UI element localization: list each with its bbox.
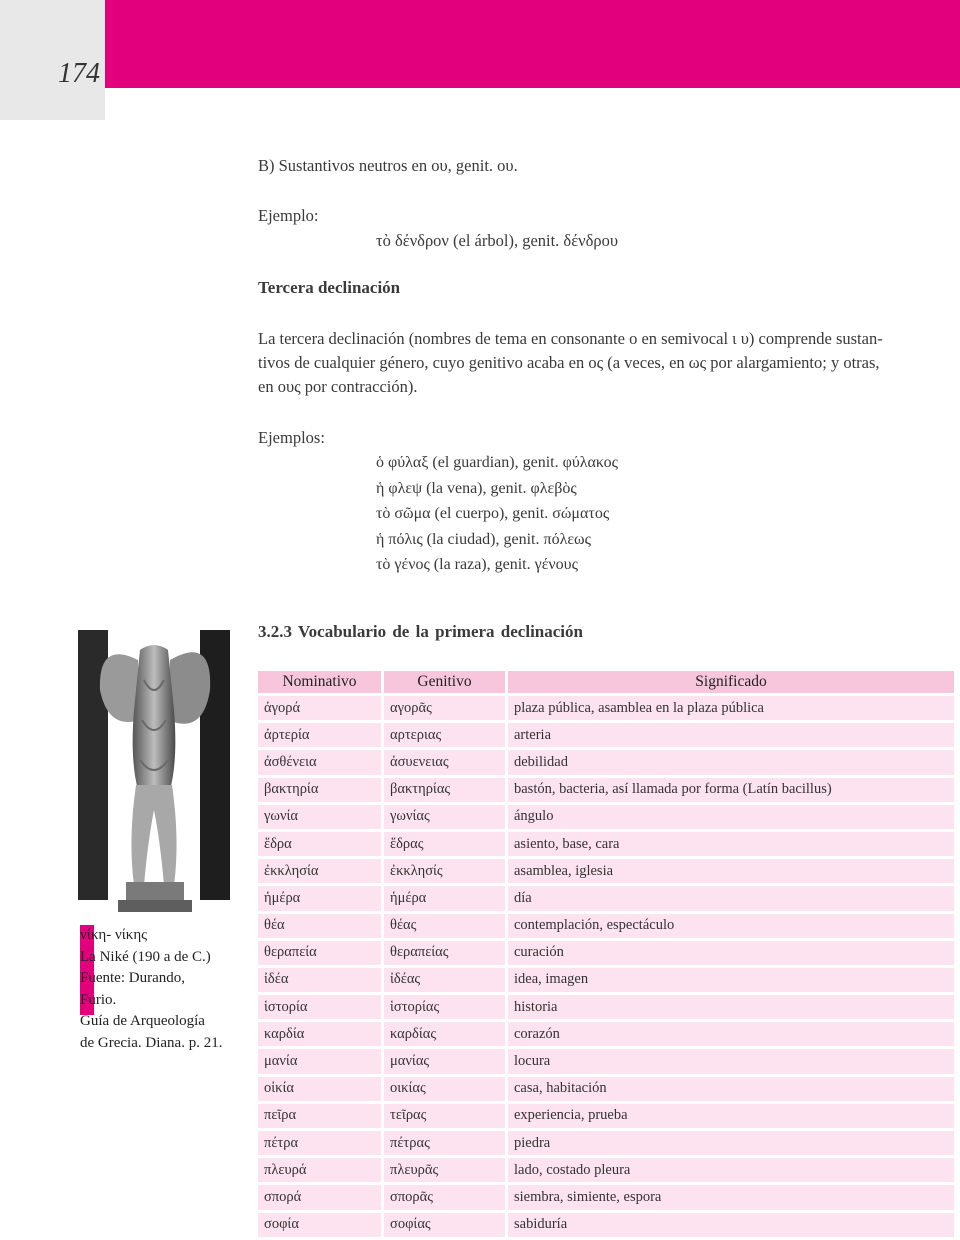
image-caption (80, 925, 250, 1054)
cell-nominativo: σοφία (258, 1213, 384, 1237)
table-row (258, 1022, 954, 1046)
vocabulary-table (258, 668, 954, 1240)
table-row (258, 778, 954, 802)
cell-nominativo: ἀρτερία (258, 723, 384, 747)
caption-line: de Grecia. Diana. p. 21. (80, 1034, 223, 1051)
caption-line: Fuente: Durando, (80, 970, 185, 986)
cell-genitivo: θεραπείας (384, 941, 508, 965)
cell-significado: asamblea, iglesia (508, 859, 954, 883)
cell-nominativo: πλευρά (258, 1158, 384, 1182)
cell-genitivo: βακτηρίας (384, 778, 508, 802)
cell-genitivo: σπορᾶς (384, 1185, 508, 1209)
table-row (258, 1158, 954, 1182)
caption-line: Furio. (80, 991, 117, 1008)
example-item: τὸ σῶμα (el cuerpo), genit. σώματος (376, 505, 610, 522)
cell-significado: curación (508, 941, 954, 965)
table-row (258, 805, 954, 829)
cell-genitivo: θέας (384, 914, 508, 938)
table-row (258, 1185, 954, 1209)
caption-line: Guía de Arqueología (80, 1013, 205, 1029)
table-row (258, 914, 954, 938)
cell-nominativo: πέτρα (258, 1131, 384, 1155)
table-row (258, 941, 954, 965)
cell-significado: debilidad (508, 750, 954, 774)
cell-genitivo: πέτρας (384, 1131, 508, 1155)
cell-nominativo: σπορά (258, 1185, 384, 1209)
example-item: τὸ γένος (la raza), genit. γένους (376, 556, 578, 573)
cell-significado: siembra, simiente, espora (508, 1185, 954, 1209)
table-row (258, 696, 954, 720)
examples-list (376, 450, 618, 578)
third-paragraph-line-1: La tercera declinación (nombres de tema en consonante o en semivocal ι υ) comprende sustan- (258, 329, 883, 348)
cell-significado: bastón, bacteria, así llamada por forma (Latín bacillus) (508, 778, 954, 802)
caption-greek: νίκη- νίκης (80, 927, 148, 943)
cell-significado: plaza pública, asamblea en la plaza pública (508, 696, 954, 720)
table-row (258, 1049, 954, 1073)
cell-nominativo: οἰκία (258, 1077, 384, 1101)
table-row (258, 1104, 954, 1128)
third-paragraph-line-2: tivos de cualquier género, cuyo genitivo acaba en ος (a veces, en ως por alargamiento; y otras, (258, 353, 880, 372)
cell-nominativo: ἱστορία (258, 995, 384, 1019)
page-number: 174 (58, 58, 100, 89)
header-white-strip (105, 88, 960, 120)
cell-significado: sabiduría (508, 1213, 954, 1237)
cell-significado: contemplación, espectáculo (508, 914, 954, 938)
cell-genitivo: ἡμέρα (384, 886, 508, 910)
cell-significado: ángulo (508, 805, 954, 829)
example-item: ὁ φύλαξ (el guardian), genit. φύλακος (376, 454, 618, 471)
header-magenta-bar (105, 0, 960, 88)
cell-significado: historia (508, 995, 954, 1019)
table-row (258, 750, 954, 774)
cell-significado: asiento, base, cara (508, 832, 954, 856)
cell-nominativo: ἕδρα (258, 832, 384, 856)
cell-significado: corazón (508, 1022, 954, 1046)
third-paragraph-line-3: en ους por contracción). (258, 377, 418, 396)
cell-nominativo: ἀσθένεια (258, 750, 384, 774)
table-row (258, 886, 954, 910)
cell-genitivo: σοφίας (384, 1213, 508, 1237)
unit-label: UNIDAD III (113, 70, 184, 85)
cell-genitivo: ἕδρας (384, 832, 508, 856)
cell-nominativo: γωνία (258, 805, 384, 829)
cell-genitivo: καρδίας (384, 1022, 508, 1046)
caption-line: La Niké (190 a de C.) (80, 948, 211, 965)
cell-genitivo: γωνίας (384, 805, 508, 829)
cell-significado: locura (508, 1049, 954, 1073)
cell-genitivo: ἱστορίας (384, 995, 508, 1019)
third-declension-heading: Tercera declinación (258, 278, 401, 297)
column-header-nominativo: Nominativo (258, 671, 384, 693)
cell-nominativo: ἐκκλησία (258, 859, 384, 883)
cell-genitivo: μανίας (384, 1049, 508, 1073)
cell-nominativo: ἰδέα (258, 968, 384, 992)
examples-label: Ejemplos: (258, 428, 325, 447)
example-item: ἡ φλεψ (la vena), genit. φλεβὸς (376, 479, 577, 497)
cell-genitivo: τεῖρας (384, 1104, 508, 1128)
nike-statue-image (78, 620, 230, 920)
cell-significado: idea, imagen (508, 968, 954, 992)
column-header-significado: Significado (508, 671, 954, 693)
table-row (258, 1077, 954, 1101)
cell-genitivo: πλευρᾶς (384, 1158, 508, 1182)
cell-nominativo: θέα (258, 914, 384, 938)
section-b-title: B) Sustantivos neutros en ου, genit. ου. (258, 156, 518, 175)
cell-significado: casa, habitación (508, 1077, 954, 1101)
cell-genitivo: οικίας (384, 1077, 508, 1101)
cell-nominativo: μανία (258, 1049, 384, 1073)
table-row (258, 1131, 954, 1155)
table-row (258, 723, 954, 747)
table-row (258, 995, 954, 1019)
cell-significado: día (508, 886, 954, 910)
cell-nominativo: πεῖρα (258, 1104, 384, 1128)
cell-significado: lado, costado pleura (508, 1158, 954, 1182)
example-text: τὸ δένδρον (el árbol), genit. δένδρου (376, 231, 619, 250)
cell-genitivo: αρτεριας (384, 723, 508, 747)
cell-nominativo: ἀγορά (258, 696, 384, 720)
cell-significado: arteria (508, 723, 954, 747)
vocab-heading: 3.2.3 Vocabulario de la primera declinación (258, 622, 583, 641)
cell-nominativo: βακτηρία (258, 778, 384, 802)
cell-genitivo: αγορᾶς (384, 696, 508, 720)
table-row (258, 1213, 954, 1237)
table-header-row (258, 671, 954, 693)
example-label: Ejemplo: (258, 206, 319, 225)
cell-nominativo: καρδία (258, 1022, 384, 1046)
cell-nominativo: ἡμέρα (258, 886, 384, 910)
table-row (258, 832, 954, 856)
table-row (258, 968, 954, 992)
cell-significado: experiencia, prueba (508, 1104, 954, 1128)
example-item: ἡ πόλις (la ciudad), genit. πόλεως (376, 530, 591, 548)
cell-genitivo: ἰδέας (384, 968, 508, 992)
column-header-genitivo: Genitivo (384, 671, 508, 693)
cell-genitivo: ἐκκλησίς (384, 859, 508, 883)
table-row (258, 859, 954, 883)
table-body (258, 696, 954, 1237)
cell-significado: piedra (508, 1131, 954, 1155)
cell-nominativo: θεραπεία (258, 941, 384, 965)
cell-genitivo: ἀσυενειας (384, 750, 508, 774)
